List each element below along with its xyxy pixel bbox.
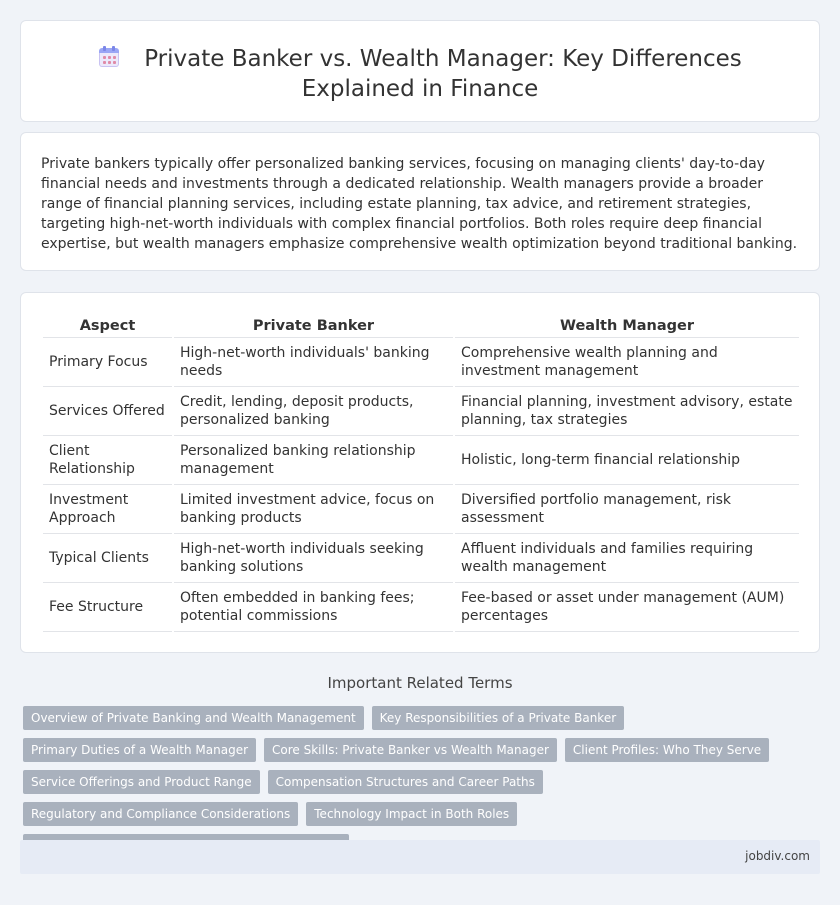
- table-row: [43, 337, 799, 386]
- cell-aspect: Services Offered: [43, 386, 173, 435]
- cell-aspect: Investment Approach: [43, 484, 173, 533]
- intro-card: [20, 132, 820, 271]
- related-terms-title: Important Related Terms: [327, 674, 513, 692]
- header-aspect: Aspect: [43, 316, 173, 337]
- cell-private-banker: Credit, lending, deposit products, personalized banking: [173, 386, 454, 435]
- cell-aspect: Fee Structure: [43, 582, 173, 631]
- table-row: [43, 582, 799, 631]
- footer-site-link[interactable]: jobdiv.com: [745, 849, 810, 863]
- related-term-link[interactable]: Service Offerings and Product Range: [23, 770, 260, 794]
- related-term-link[interactable]: Regulatory and Compliance Considerations: [23, 802, 298, 826]
- header-card: [20, 20, 820, 122]
- related-term-link[interactable]: Compensation Structures and Career Paths: [268, 770, 543, 794]
- footer: [20, 840, 820, 874]
- table-row: [43, 386, 799, 435]
- cell-wealth-manager: Fee-based or asset under management (AUM) percentages: [454, 582, 799, 631]
- related-term-link[interactable]: Client Profiles: Who They Serve: [565, 738, 769, 762]
- cell-wealth-manager: Holistic, long-term financial relationship: [454, 435, 799, 484]
- calendar-icon: [98, 46, 120, 68]
- related-term-link[interactable]: Core Skills: Private Banker vs Wealth Manager: [264, 738, 557, 762]
- cell-private-banker: High-net-worth individuals' banking needs: [173, 337, 454, 386]
- table-row: [43, 435, 799, 484]
- cell-private-banker: Personalized banking relationship management: [173, 435, 454, 484]
- related-term-link[interactable]: Primary Duties of a Wealth Manager: [23, 738, 256, 762]
- cell-wealth-manager: Diversified portfolio management, risk assessment: [454, 484, 799, 533]
- table-row: [43, 484, 799, 533]
- related-term-link[interactable]: Key Responsibilities of a Private Banker: [372, 706, 625, 730]
- header-wealth-manager: Wealth Manager: [454, 316, 799, 337]
- related-term-link[interactable]: Overview of Private Banking and Wealth Management: [23, 706, 364, 730]
- related-term-link[interactable]: Technology Impact in Both Roles: [306, 802, 517, 826]
- table-row: [43, 533, 799, 582]
- cell-wealth-manager: Financial planning, investment advisory, estate planning, tax strategies: [454, 386, 799, 435]
- cell-wealth-manager: Affluent individuals and families requiring wealth management: [454, 533, 799, 582]
- cell-aspect: Primary Focus: [43, 337, 173, 386]
- page-title: [51, 44, 789, 104]
- cell-aspect: Client Relationship: [43, 435, 173, 484]
- cell-private-banker: Limited investment advice, focus on banking products: [173, 484, 454, 533]
- cell-private-banker: Often embedded in banking fees; potential commissions: [173, 582, 454, 631]
- cell-wealth-manager: Comprehensive wealth planning and investment management: [454, 337, 799, 386]
- intro-paragraph: Private bankers typically offer personalized banking services, focusing on managing clients' day-to-day financial needs and investments through a dedicated relationship. Wealth managers provide a broader range of financial planning services, including estate planning, tax advice, and retirement strategies, targeting high-net-worth individuals with complex financial portfolios. Both roles require deep financial expertise, but wealth managers emphasize comprehensive wealth optimization beyond traditional banking.: [41, 156, 798, 252]
- page-title-text: Private Banker vs. Wealth Manager: Key Differences Explained in Finance: [144, 46, 742, 102]
- cell-aspect: Typical Clients: [43, 533, 173, 582]
- comparison-table-card: [20, 292, 820, 653]
- header-private-banker: Private Banker: [173, 316, 454, 337]
- comparison-table: [43, 316, 799, 632]
- table-header-row: [43, 316, 799, 337]
- cell-private-banker: High-net-worth individuals seeking banking solutions: [173, 533, 454, 582]
